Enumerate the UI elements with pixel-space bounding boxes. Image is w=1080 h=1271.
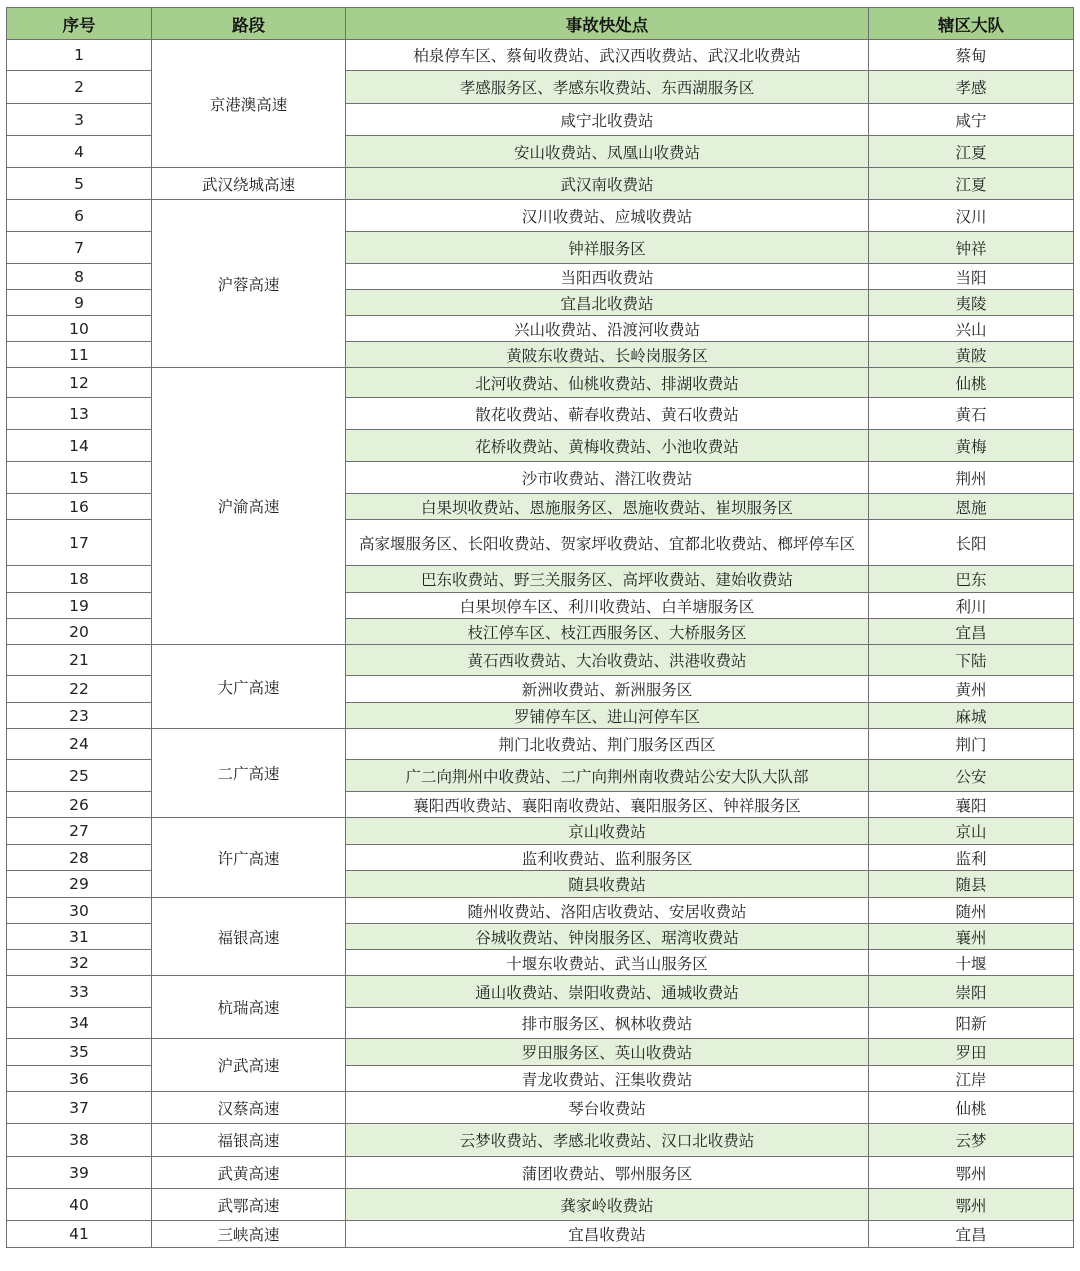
cell-points: 云梦收费站、孝感北收费站、汉口北收费站 — [346, 1124, 869, 1157]
table-row — [7, 1221, 1074, 1248]
cell-road: 武汉绕城高速 — [152, 168, 346, 200]
cell-points: 柏泉停车区、蔡甸收费站、武汉西收费站、武汉北收费站 — [346, 40, 869, 71]
table-row — [7, 645, 1074, 676]
cell-no: 14 — [7, 430, 152, 462]
table-row — [7, 1124, 1074, 1157]
cell-points: 琴台收费站 — [346, 1092, 869, 1124]
header-points: 事故快处点 — [346, 8, 869, 40]
cell-brigade: 黄石 — [869, 398, 1074, 430]
cell-no: 23 — [7, 703, 152, 729]
cell-road: 大广高速 — [152, 645, 346, 729]
cell-points: 兴山收费站、沿渡河收费站 — [346, 316, 869, 342]
cell-points: 白果坝停车区、利川收费站、白羊塘服务区 — [346, 593, 869, 619]
cell-points: 枝江停车区、枝江西服务区、大桥服务区 — [346, 619, 869, 645]
cell-points: 沙市收费站、潜江收费站 — [346, 462, 869, 494]
header-row — [7, 8, 1074, 40]
cell-road: 汉蔡高速 — [152, 1092, 346, 1124]
cell-no: 21 — [7, 645, 152, 676]
cell-brigade: 襄阳 — [869, 792, 1074, 818]
cell-no: 11 — [7, 342, 152, 368]
cell-no: 30 — [7, 898, 152, 924]
cell-no: 35 — [7, 1039, 152, 1066]
cell-brigade: 孝感 — [869, 71, 1074, 104]
cell-brigade: 随州 — [869, 898, 1074, 924]
cell-brigade: 仙桃 — [869, 1092, 1074, 1124]
cell-brigade: 鄂州 — [869, 1157, 1074, 1189]
cell-no: 4 — [7, 136, 152, 168]
cell-brigade: 兴山 — [869, 316, 1074, 342]
cell-no: 16 — [7, 494, 152, 520]
table-row — [7, 200, 1074, 232]
cell-brigade: 麻城 — [869, 703, 1074, 729]
cell-road: 福银高速 — [152, 1124, 346, 1157]
cell-points: 汉川收费站、应城收费站 — [346, 200, 869, 232]
cell-points: 新洲收费站、新洲服务区 — [346, 676, 869, 703]
cell-points: 武汉南收费站 — [346, 168, 869, 200]
cell-brigade: 利川 — [869, 593, 1074, 619]
cell-brigade: 黄州 — [869, 676, 1074, 703]
cell-no: 24 — [7, 729, 152, 760]
cell-brigade: 蔡甸 — [869, 40, 1074, 71]
cell-brigade: 襄州 — [869, 924, 1074, 950]
cell-points: 黄石西收费站、大冶收费站、洪港收费站 — [346, 645, 869, 676]
cell-no: 37 — [7, 1092, 152, 1124]
cell-no: 40 — [7, 1189, 152, 1221]
cell-no: 26 — [7, 792, 152, 818]
cell-brigade: 随县 — [869, 871, 1074, 898]
cell-no: 7 — [7, 232, 152, 264]
cell-points: 十堰东收费站、武当山服务区 — [346, 950, 869, 976]
cell-no: 3 — [7, 104, 152, 136]
cell-no: 12 — [7, 368, 152, 398]
cell-points: 黄陂东收费站、长岭岗服务区 — [346, 342, 869, 368]
cell-brigade: 十堰 — [869, 950, 1074, 976]
cell-road: 武黄高速 — [152, 1157, 346, 1189]
table-row — [7, 368, 1074, 398]
accident-points-table — [6, 7, 1074, 1248]
cell-brigade: 黄陂 — [869, 342, 1074, 368]
cell-brigade: 京山 — [869, 818, 1074, 845]
cell-points: 宜昌北收费站 — [346, 290, 869, 316]
table-body — [7, 40, 1074, 1248]
cell-brigade: 当阳 — [869, 264, 1074, 290]
cell-points: 北河收费站、仙桃收费站、排湖收费站 — [346, 368, 869, 398]
cell-points: 宜昌收费站 — [346, 1221, 869, 1248]
cell-points: 通山收费站、崇阳收费站、通城收费站 — [346, 976, 869, 1008]
cell-no: 27 — [7, 818, 152, 845]
cell-points: 襄阳西收费站、襄阳南收费站、襄阳服务区、钟祥服务区 — [346, 792, 869, 818]
cell-brigade: 荆州 — [869, 462, 1074, 494]
cell-no: 34 — [7, 1008, 152, 1039]
cell-no: 18 — [7, 566, 152, 593]
table-row — [7, 1092, 1074, 1124]
cell-road: 沪武高速 — [152, 1039, 346, 1092]
cell-no: 8 — [7, 264, 152, 290]
cell-points: 随县收费站 — [346, 871, 869, 898]
cell-brigade: 仙桃 — [869, 368, 1074, 398]
cell-no: 20 — [7, 619, 152, 645]
cell-points: 高家堰服务区、长阳收费站、贺家坪收费站、宜都北收费站、榔坪停车区 — [346, 520, 869, 566]
table-container — [6, 7, 1073, 1248]
cell-no: 19 — [7, 593, 152, 619]
cell-points: 钟祥服务区 — [346, 232, 869, 264]
cell-points: 罗铺停车区、进山河停车区 — [346, 703, 869, 729]
cell-brigade: 巴东 — [869, 566, 1074, 593]
cell-road: 武鄂高速 — [152, 1189, 346, 1221]
table-row — [7, 976, 1074, 1008]
cell-no: 33 — [7, 976, 152, 1008]
cell-points: 当阳西收费站 — [346, 264, 869, 290]
cell-brigade: 宜昌 — [869, 1221, 1074, 1248]
cell-road: 三峡高速 — [152, 1221, 346, 1248]
cell-brigade: 江夏 — [869, 168, 1074, 200]
cell-brigade: 荆门 — [869, 729, 1074, 760]
cell-brigade: 监利 — [869, 845, 1074, 871]
cell-road: 杭瑞高速 — [152, 976, 346, 1039]
cell-brigade: 江夏 — [869, 136, 1074, 168]
cell-no: 17 — [7, 520, 152, 566]
cell-points: 监利收费站、监利服务区 — [346, 845, 869, 871]
cell-no: 32 — [7, 950, 152, 976]
header-road: 路段 — [152, 8, 346, 40]
cell-points: 安山收费站、凤凰山收费站 — [346, 136, 869, 168]
cell-brigade: 江岸 — [869, 1066, 1074, 1092]
cell-brigade: 咸宁 — [869, 104, 1074, 136]
cell-brigade: 长阳 — [869, 520, 1074, 566]
table-row — [7, 40, 1074, 71]
cell-brigade: 崇阳 — [869, 976, 1074, 1008]
header-brigade: 辖区大队 — [869, 8, 1074, 40]
cell-no: 38 — [7, 1124, 152, 1157]
table-row — [7, 818, 1074, 845]
cell-no: 6 — [7, 200, 152, 232]
cell-points: 龚家岭收费站 — [346, 1189, 869, 1221]
cell-points: 白果坝收费站、恩施服务区、恩施收费站、崔坝服务区 — [346, 494, 869, 520]
cell-brigade: 下陆 — [869, 645, 1074, 676]
cell-no: 22 — [7, 676, 152, 703]
cell-brigade: 钟祥 — [869, 232, 1074, 264]
cell-no: 25 — [7, 760, 152, 792]
cell-road: 沪蓉高速 — [152, 200, 346, 368]
table-row — [7, 168, 1074, 200]
cell-brigade: 罗田 — [869, 1039, 1074, 1066]
cell-brigade: 公安 — [869, 760, 1074, 792]
table-row — [7, 1157, 1074, 1189]
cell-points: 青龙收费站、汪集收费站 — [346, 1066, 869, 1092]
cell-road: 二广高速 — [152, 729, 346, 818]
table-row — [7, 729, 1074, 760]
cell-brigade: 恩施 — [869, 494, 1074, 520]
cell-brigade: 夷陵 — [869, 290, 1074, 316]
cell-no: 29 — [7, 871, 152, 898]
cell-brigade: 黄梅 — [869, 430, 1074, 462]
cell-no: 41 — [7, 1221, 152, 1248]
cell-points: 孝感服务区、孝感东收费站、东西湖服务区 — [346, 71, 869, 104]
cell-no: 10 — [7, 316, 152, 342]
cell-no: 5 — [7, 168, 152, 200]
cell-points: 荆门北收费站、荆门服务区西区 — [346, 729, 869, 760]
cell-no: 15 — [7, 462, 152, 494]
cell-no: 9 — [7, 290, 152, 316]
table-row — [7, 898, 1074, 924]
cell-brigade: 阳新 — [869, 1008, 1074, 1039]
cell-road: 福银高速 — [152, 898, 346, 976]
cell-brigade: 鄂州 — [869, 1189, 1074, 1221]
cell-points: 随州收费站、洛阳店收费站、安居收费站 — [346, 898, 869, 924]
cell-points: 排市服务区、枫林收费站 — [346, 1008, 869, 1039]
cell-road: 京港澳高速 — [152, 40, 346, 168]
cell-points: 蒲团收费站、鄂州服务区 — [346, 1157, 869, 1189]
header-no: 序号 — [7, 8, 152, 40]
cell-no: 28 — [7, 845, 152, 871]
cell-brigade: 汉川 — [869, 200, 1074, 232]
cell-brigade: 宜昌 — [869, 619, 1074, 645]
table-row — [7, 1039, 1074, 1066]
cell-points: 京山收费站 — [346, 818, 869, 845]
cell-no: 1 — [7, 40, 152, 71]
cell-points: 广二向荆州中收费站、二广向荆州南收费站公安大队大队部 — [346, 760, 869, 792]
cell-brigade: 云梦 — [869, 1124, 1074, 1157]
cell-no: 31 — [7, 924, 152, 950]
cell-points: 散花收费站、蕲春收费站、黄石收费站 — [346, 398, 869, 430]
cell-no: 13 — [7, 398, 152, 430]
cell-points: 咸宁北收费站 — [346, 104, 869, 136]
cell-no: 2 — [7, 71, 152, 104]
cell-points: 罗田服务区、英山收费站 — [346, 1039, 869, 1066]
cell-points: 巴东收费站、野三关服务区、高坪收费站、建始收费站 — [346, 566, 869, 593]
table-row — [7, 1189, 1074, 1221]
cell-points: 花桥收费站、黄梅收费站、小池收费站 — [346, 430, 869, 462]
cell-points: 谷城收费站、钟岗服务区、琚湾收费站 — [346, 924, 869, 950]
cell-no: 39 — [7, 1157, 152, 1189]
cell-road: 许广高速 — [152, 818, 346, 898]
cell-road: 沪渝高速 — [152, 368, 346, 645]
cell-no: 36 — [7, 1066, 152, 1092]
